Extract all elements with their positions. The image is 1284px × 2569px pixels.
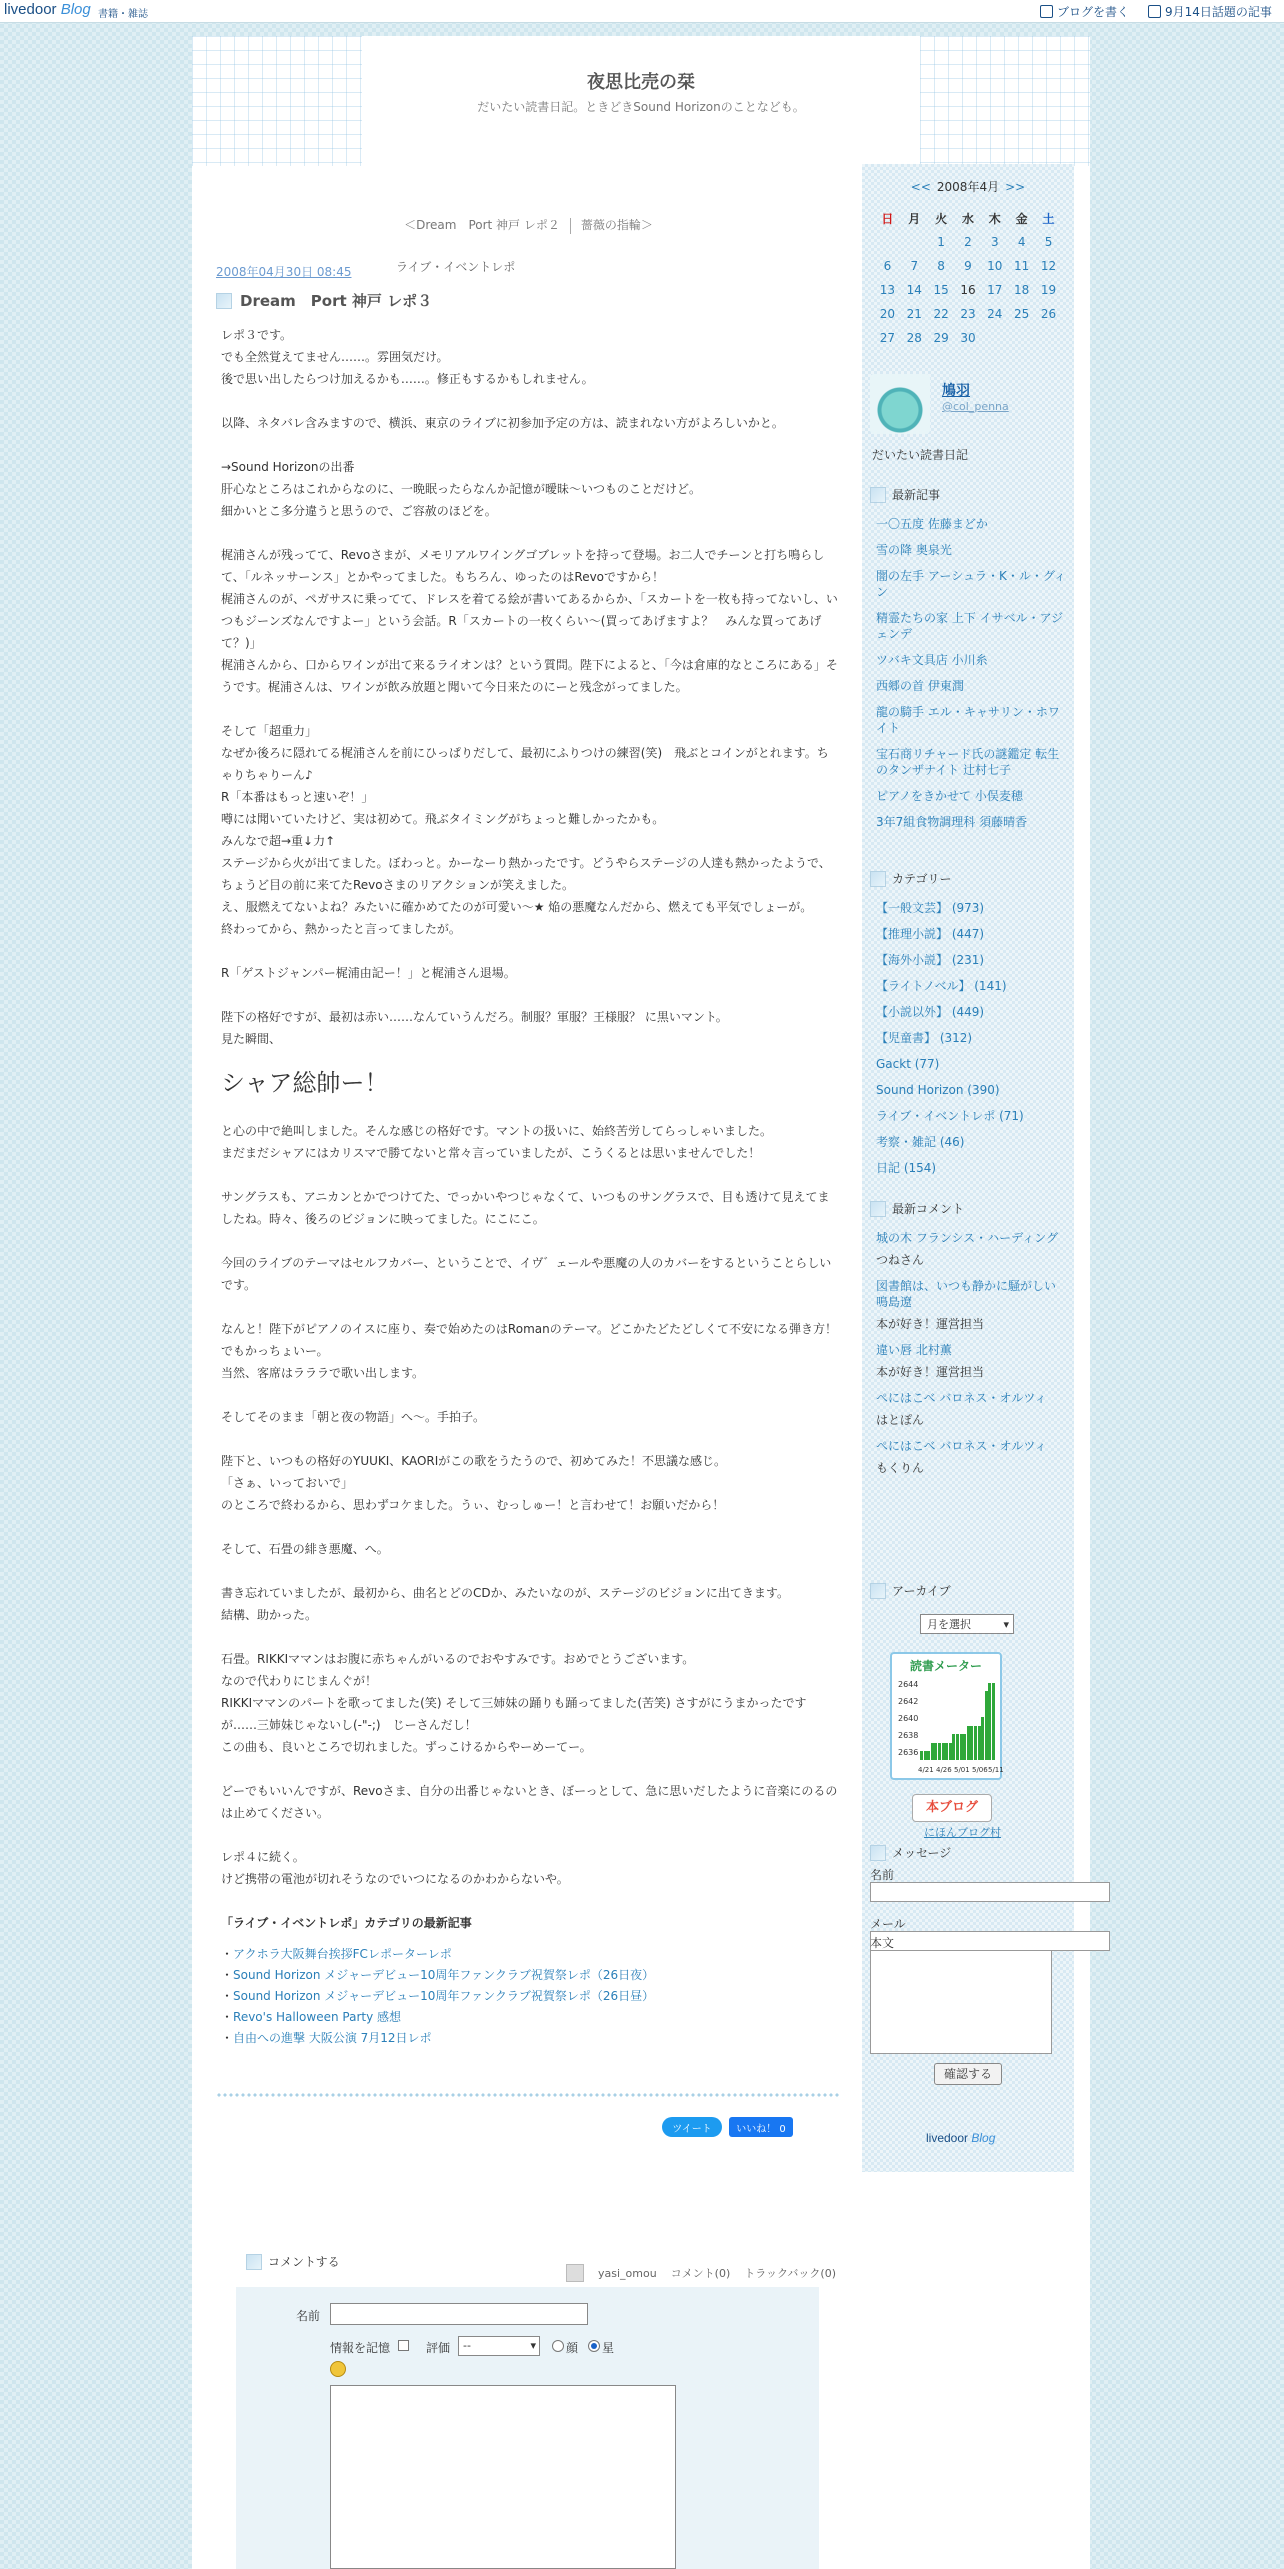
list-item	[876, 1030, 1066, 1046]
message-body-label: 本文	[870, 1936, 895, 1950]
recent-comments-heading	[870, 1200, 964, 1217]
calendar-day	[901, 326, 928, 350]
blog-description: だいたい読書日記。ときどきSound Horizonのことなども。	[477, 100, 805, 114]
recent-comments-list	[876, 1230, 1066, 1486]
confirm-button[interactable]: 確認する	[934, 2063, 1002, 2085]
calendar-day-link[interactable]: 19	[1040, 283, 1057, 297]
recent-article-link[interactable]: Sound Horizon メジャーデビュー10周年ファンクラブ祝賀祭レポ（26日夜）	[233, 1968, 655, 1982]
calendar-day	[901, 230, 928, 254]
calendar-day	[1008, 326, 1035, 350]
post-date[interactable]: 2008年04月30日 08:45	[216, 265, 352, 279]
calendar-day	[901, 254, 928, 278]
weekday: 月	[908, 211, 921, 226]
comment-article-link[interactable]: ぺにはこべ バロネス・オルツィ	[876, 1439, 1047, 1453]
section-icon	[870, 487, 886, 503]
recent-article-link[interactable]: ピアノをきかせて 小俣麦穂	[876, 789, 1023, 803]
calendar-day-link[interactable]: 28	[906, 331, 922, 345]
livedoor-blog-footer-logo[interactable]	[926, 2131, 995, 2145]
calendar-day-link[interactable]: 14	[906, 283, 922, 297]
comment-author: 本が好き！運営担当	[876, 1317, 985, 1331]
weekday: 火	[935, 211, 948, 226]
post-paragraph: そして、石畳の緋き悪魔、へ。	[221, 1542, 389, 1556]
post-paragraph: 陛下と、いつもの格好のYUUKI、KAORIがこの歌をうたうので、初めてみた！不思議な感じ。 「さぁ、いっておいで」 のところで終わるから、思わずコケました。うぃ、むっしゅー！と言わせて！お願いだから！	[221, 1454, 727, 1512]
rating-select[interactable]: -- ▾	[458, 2336, 540, 2356]
comment-author: 本が好き！運営担当	[876, 1365, 985, 1379]
post-footer	[566, 2264, 836, 2282]
calendar-day-link[interactable]: 10	[987, 259, 1003, 273]
calendar-day	[955, 230, 982, 254]
list-item	[876, 610, 1066, 642]
calendar-day	[1035, 326, 1062, 350]
calendar-day-link[interactable]: 7	[910, 259, 919, 273]
category-link[interactable]: 【推理小説】 (447)	[876, 927, 985, 941]
category-link[interactable]: Sound Horizon (390)	[876, 1083, 1000, 1097]
calendar-days	[874, 230, 1062, 350]
logo-text: livedoor	[4, 1, 57, 18]
weekday: 日	[881, 211, 894, 226]
calendar-day	[1008, 230, 1035, 254]
comment-form	[236, 2287, 819, 2569]
section-title: 最新記事	[892, 488, 941, 502]
comment-body-textarea[interactable]	[330, 2385, 676, 2569]
list-item	[876, 568, 1066, 600]
calendar-day	[1035, 254, 1062, 278]
weekday: 木	[988, 211, 1001, 226]
author-avatar	[566, 2264, 584, 2282]
list-item	[876, 926, 1066, 942]
topic-link[interactable]	[1148, 3, 1272, 20]
message-name-input[interactable]	[870, 1882, 1110, 1902]
section-icon	[870, 871, 886, 887]
star-label: 星	[602, 2341, 615, 2355]
meter-bar	[949, 1743, 952, 1760]
prev-post-link[interactable]: ＜Dream Port 神戸 レポ２	[404, 218, 560, 232]
calendar-day	[981, 326, 1008, 350]
post-paragraph: 陛下の格好ですが、最初は赤い……なんていうんだろ。制服？軍服？王様服？ に黒いマント。 見た瞬間、	[221, 1010, 728, 1046]
blog-header	[192, 36, 1090, 166]
blog-title[interactable]: 夜思比売の栞	[587, 72, 695, 93]
list-item	[876, 746, 1066, 778]
post-title-text: Dream Port 神戸 レポ３	[240, 292, 433, 310]
recent-article-link[interactable]: Sound Horizon メジャーデビュー10周年ファンクラブ祝賀祭レポ（26日昼）	[233, 1989, 655, 2003]
post-paragraph: サングラスも、アニカンとかでつけてた、でっかいやつじゃなくて、いつものサングラスで、目も透けて見えてましたね。時々、後ろのビジョンに映ってました。にこにこ。	[221, 1190, 830, 1226]
comment-author: つねさん	[876, 1253, 925, 1267]
meter-bar	[985, 1691, 988, 1760]
comment-author: はとぽん	[876, 1413, 925, 1427]
post-body	[221, 324, 839, 2049]
list-item	[221, 1944, 839, 1965]
meter-x-label: 4/21	[918, 1766, 934, 1774]
reading-meter-widget[interactable]	[890, 1652, 1002, 1780]
calendar-day	[874, 254, 901, 278]
calendar-day-link[interactable]: 8	[937, 259, 945, 273]
comment-name-label: 名前	[296, 2309, 321, 2323]
footer-logo-blog: Blog	[971, 2131, 996, 2145]
section-icon	[246, 2254, 262, 2270]
message-heading	[870, 1844, 951, 1861]
meter-y-label: 2642	[898, 1697, 919, 1706]
sidebar	[862, 164, 1074, 2172]
meter-x-label: 5/06	[972, 1766, 988, 1774]
comments-link[interactable]: コメント(0)	[670, 2267, 731, 2280]
recent-articles-heading	[870, 486, 940, 503]
calendar-day-link[interactable]: 22	[933, 307, 949, 321]
post-paragraph: レポ３です。 でも全然覚えてません……。雰囲気だけ。 後で思い出したらつけ加えるかも……。修正もするかもしれません。	[221, 328, 594, 386]
meter-y-label: 2640	[898, 1714, 919, 1723]
top-bar	[0, 0, 1284, 23]
calendar-week	[874, 254, 1062, 278]
calendar-next-link[interactable]: >>	[1005, 180, 1026, 194]
category-link[interactable]: Gackt (77)	[876, 1057, 940, 1071]
category-link[interactable]: 【海外小説】 (231)	[876, 953, 985, 967]
calendar-day	[1035, 230, 1062, 254]
weekday: 金	[1015, 211, 1028, 226]
profile-name[interactable]: 鳩羽	[942, 383, 970, 399]
profile-id[interactable]: @col_penna	[942, 400, 1009, 413]
list-item	[876, 704, 1066, 736]
post-paragraph: 書き忘れていましたが、最初から、曲名とどのCDか、みたいなのが、ステージのビジョンに出てきます。 結構、助かった。	[221, 1586, 789, 1622]
list-item	[876, 814, 1066, 830]
logo-blog-text: Blog	[60, 1, 91, 18]
post-paragraph: →Sound Horizonの出番 肝心なところはこれからなのに、一晩眠ったらなんか記憶が曖昧〜いつものことだけど。 細かいとこ多分違うと思うので、ご容赦のほどを。	[221, 460, 702, 518]
calendar-month: 2008年4月	[936, 180, 1000, 194]
list-item	[876, 1278, 1066, 1332]
meter-x-label: 5/01	[954, 1766, 970, 1774]
list-item	[221, 2028, 839, 2049]
categories-heading	[870, 870, 952, 887]
list-item	[876, 978, 1066, 994]
calendar-day	[1008, 254, 1035, 278]
message-name-label: 名前	[870, 1868, 895, 1882]
write-blog-link[interactable]	[1040, 3, 1129, 20]
calendar-day-link[interactable]: 27	[879, 331, 896, 345]
list-item	[876, 516, 1066, 532]
list-item	[876, 1390, 1066, 1428]
section-title: アーカイブ	[892, 1584, 951, 1598]
post-paragraph: と心の中で絶叫しました。そんな感じの格好です。マントの扱いに、始終苦労してらっしゃいました。 まだまだシャアにはカリスマで勝てないと常々言っていましたが、こうくるとは思いませんでした！	[221, 1124, 773, 1160]
archive-select[interactable]: 月を選択 ▾	[920, 1614, 1014, 1634]
category-recent-list	[221, 1944, 839, 2049]
calendar-day-link[interactable]: 29	[933, 331, 949, 345]
meter-bar	[938, 1743, 941, 1760]
calendar-week	[874, 230, 1062, 254]
post-paragraph: 梶浦さんが残ってて、Revoさまが、メモリアルワイングゴブレットを持って登場。お二人でチーンと打ち鳴らして、「ルネッサーンス」とかやってました。もちろん、ゆったのはRevoですから！ 梶浦さんのが、ペガサスに乗ってて、ドレスを着てる絵が書いてあるからか、「スカートを一枚も持ってないし、いつもジーンズなんですよー」という会話。R「スカートの一枚くらい〜(買ってあげますよ？ みんな買ってあげて？)」 梶浦さんから、口からワインが出て来るライオンは？という質問。陛下によると、「今は倉庫的なところにある」そうです。梶浦さんは、ワインが飲み放題と聞いて今日来たのにーと残念がってました。	[221, 548, 838, 694]
recent-article-link[interactable]: 雪の降 奥泉光	[876, 543, 952, 557]
calendar-day-link[interactable]: 17	[987, 283, 1003, 297]
meter-bar	[967, 1726, 970, 1760]
section-icon	[870, 1201, 886, 1217]
recent-article-link[interactable]: 西郷の首 伊東潤	[876, 679, 964, 693]
logo-sub-link[interactable]: 書籍・雑誌	[98, 9, 148, 20]
calendar-day-link[interactable]: 11	[1014, 259, 1030, 273]
trackback-link[interactable]: トラックバック(0)	[744, 2267, 836, 2280]
list-item	[876, 542, 1066, 558]
recent-article-link[interactable]: 闇の左手 アーシュラ・K・ル・グィン	[876, 569, 1066, 599]
meter-bar	[931, 1743, 934, 1760]
next-post-link[interactable]: 薔薇の指輪＞	[580, 218, 653, 232]
page-container	[192, 36, 1090, 2569]
author-name: yasi_omou	[598, 2266, 657, 2280]
category-link[interactable]: 【小説以外】 (449)	[876, 1005, 985, 1019]
comment-name-input[interactable]	[330, 2303, 588, 2325]
list-item	[876, 788, 1066, 804]
emoticon-icon[interactable]	[330, 2361, 346, 2377]
livedoor-blog-logo[interactable]	[4, 1, 91, 18]
recent-article-link[interactable]: 龍の騎手 エル・キャサリン・ホワイト	[876, 705, 1060, 735]
meter-x-label: 4/26	[936, 1766, 952, 1774]
list-item	[876, 1108, 1066, 1124]
list-item	[876, 652, 1066, 668]
footer-logo-text: livedoor	[926, 2131, 969, 2145]
calendar-day-link[interactable]: 2	[964, 235, 972, 249]
post-paragraph: レポ４に続く。 けど携帯の電池が切れそうなのでいつになるのかわからないや。	[221, 1850, 569, 1886]
message-mail-label: メール	[870, 1917, 906, 1931]
calendar-day-link[interactable]: 25	[1014, 307, 1030, 321]
calendar-day	[928, 230, 955, 254]
calendar-header	[862, 178, 1074, 195]
meter-bar	[988, 1683, 991, 1760]
list-item	[221, 1986, 839, 2007]
calendar-day	[955, 254, 982, 278]
post-big-text: シャア総帥ー！	[221, 1069, 389, 1097]
recent-article-link[interactable]: 自由への進撃 大阪公演 7月12日レポ	[233, 2031, 432, 2045]
recent-article-link[interactable]: アクホラ大阪舞台挨拶FCレポーターレポ	[233, 1947, 452, 1961]
calendar-day-link[interactable]: 15	[933, 283, 949, 297]
nihon-blogmura-link[interactable]: にほんブログ村	[924, 1826, 1001, 1839]
calendar-day-link[interactable]: 9	[964, 259, 972, 273]
category-link[interactable]: 考察・雑記 (46)	[876, 1135, 965, 1149]
section-title: 最新コメント	[892, 1202, 965, 1216]
calendar-day	[874, 278, 901, 302]
calendar-day	[928, 278, 955, 302]
meter-bar	[934, 1743, 937, 1760]
pencil-icon	[1040, 5, 1053, 18]
meter-y-label: 2636	[898, 1748, 919, 1757]
list-item	[876, 1230, 1066, 1268]
calendar-day: 16	[960, 283, 976, 297]
list-item	[876, 1134, 1066, 1150]
like-button[interactable]: いいね！ 0	[729, 2117, 793, 2137]
calendar-day	[955, 326, 982, 350]
calendar-day-link[interactable]: 1	[937, 235, 945, 249]
weekday: 水	[961, 211, 974, 226]
calendar-day	[874, 326, 901, 350]
meter-bar	[963, 1734, 966, 1760]
star-radio[interactable]	[588, 2340, 600, 2352]
post-paragraph: そしてそのまま「朝と夜の物語」へ〜。手拍子。	[221, 1410, 486, 1424]
post-paragraph: なんと！陛下がピアノのイスに座り、奏で始めたのはRomanのテーマ。どこかたどたどしくて不安になる弾き方！でもかっちょいー。 当然、客席はラララで歌い出します。	[221, 1322, 837, 1380]
calendar-day-link[interactable]: 12	[1040, 259, 1057, 273]
honblog-text-b: ブログ	[939, 1800, 979, 1815]
calendar-day	[928, 302, 955, 326]
write-blog-label: ブログを書く	[1057, 5, 1130, 19]
calendar-day	[981, 230, 1008, 254]
calendar-day-link[interactable]: 18	[1014, 283, 1030, 297]
calendar-day	[1008, 302, 1035, 326]
calendar-day-link[interactable]: 21	[906, 307, 922, 321]
category-link[interactable]: 【一般文芸】 (973)	[876, 901, 985, 915]
remember-checkbox[interactable]	[398, 2340, 409, 2351]
calendar-prev-link[interactable]: <<	[910, 180, 931, 194]
meter-bar	[942, 1743, 945, 1760]
calendar-day	[901, 302, 928, 326]
recent-article-link[interactable]: 一〇五度 佐藤まどか	[876, 517, 988, 531]
title-icon	[216, 293, 232, 309]
recent-article-link[interactable]: 3年7組食物調理科 須藤晴香	[876, 815, 1028, 829]
list-item	[876, 1004, 1066, 1020]
post-paragraph: そして「超重力」 なぜか後ろに隠れてる梶浦さんを前にひっぱりだして、最初にふりつけの練習(笑) 飛ぶとコインがとれます。ちゃりちゃりーん♪ R「本番はもっと速いぞ！」 噂には聞いていたけど、実は初めて。飛ぶタイミングがちょっと難しかったかも。 みんなで超→重↓力↑ ステージから火が出てました。ぼわっと。かーなーり熱かったです。どうやらステージの人達も熱かったようで、ちょうど目の前に来てたRevoさまのリアクションが笑えました。 え、服燃えてないよね？みたいに確かめてたのが可愛い〜★ 焔の悪魔なんだから、燃えても平気でしょーが。 終わってから、熱かったと言ってましたが。	[221, 724, 831, 936]
calendar-day-link[interactable]: 3	[990, 235, 999, 249]
meter-bar	[920, 1751, 923, 1760]
calendar-day	[981, 254, 1008, 278]
calendar-day	[1035, 302, 1062, 326]
calendar-day	[1035, 278, 1062, 302]
calendar-day-link[interactable]: 20	[879, 307, 896, 321]
list-item	[876, 1438, 1066, 1476]
category-recent-heading: 「ライブ・イベントレポ」カテゴリの最新記事	[221, 1916, 472, 1930]
message-body-textarea[interactable]	[870, 1950, 1052, 2054]
meter-bar	[945, 1743, 948, 1760]
meter-bar	[981, 1717, 984, 1760]
hon-blog-banner[interactable]	[912, 1794, 992, 1822]
calendar-day-link[interactable]: 13	[879, 283, 896, 297]
calendar-week	[874, 326, 1062, 350]
comment-article-link[interactable]: 城の木 フランシス・ハーディング	[876, 1231, 1058, 1245]
meter-bar	[956, 1734, 959, 1760]
face-radio[interactable]	[552, 2340, 564, 2352]
dotted-divider	[216, 2092, 841, 2098]
meter-y-label: 2638	[898, 1731, 919, 1740]
calendar-day-link[interactable]: 26	[1040, 307, 1057, 321]
calendar-day	[928, 254, 955, 278]
meter-bar	[978, 1726, 981, 1760]
comment-article-link[interactable]: 違い唇 北村薫	[876, 1343, 952, 1357]
comment-article-link[interactable]: ぺにはこべ バロネス・オルツィ	[876, 1391, 1047, 1405]
face-label: 顔	[566, 2341, 579, 2355]
calendar	[874, 206, 1062, 350]
list-item	[876, 1056, 1066, 1072]
calendar-day	[901, 278, 928, 302]
recent-article-link[interactable]: ツバキ文具店 小川糸	[876, 653, 988, 667]
calendar-day-link[interactable]: 30	[960, 331, 976, 345]
calendar-day-link[interactable]: 6	[883, 259, 892, 273]
post-title	[216, 290, 841, 311]
calendar-week	[874, 278, 1062, 302]
weekday: 土	[1042, 211, 1055, 226]
calendar-day-link[interactable]: 4	[1017, 235, 1026, 249]
list-item	[876, 1082, 1066, 1098]
post-paragraph: 以降、ネタバレ含みますので、横浜、東京のライブに初参加予定の方は、読まれない方がよろしいかと。	[221, 416, 784, 430]
meter-bar	[924, 1751, 927, 1760]
remember-label: 情報を記憶	[330, 2341, 391, 2355]
list-item	[221, 2007, 839, 2028]
meter-bar	[952, 1734, 955, 1760]
section-title: メッセージ	[892, 1846, 952, 1860]
post-paragraph: 今回のライブのテーマはセルフカバー、ということで、イヴ゛ェールや悪魔の人のカバーをするということらしいです。	[221, 1256, 832, 1292]
list-item	[221, 1965, 839, 1986]
profile-description: だいたい読書日記	[872, 448, 969, 462]
post-navigation	[216, 216, 841, 234]
meter-bar	[970, 1726, 973, 1760]
comment-heading-text: コメントする	[268, 2255, 340, 2269]
list-item	[876, 1342, 1066, 1380]
calendar-day	[874, 302, 901, 326]
meter-bar	[992, 1683, 995, 1760]
post-paragraph: R「ゲストジャンパー梶浦由記ー！」と梶浦さん退場。	[221, 966, 516, 980]
section-icon	[870, 1845, 886, 1861]
reading-meter-title: 読書メーター	[909, 1659, 982, 1673]
category-link[interactable]: ライブ・イベントレポ (71)	[876, 1109, 1024, 1123]
recent-article-link[interactable]: 宝石商リチャード氏の謎鑑定 転生のタンザナイト 辻村七子	[876, 747, 1060, 777]
honblog-text-a: 本	[925, 1800, 939, 1815]
recent-article-link[interactable]: Revo's Halloween Party 感想	[233, 2010, 401, 2024]
calendar-day-link[interactable]: 24	[987, 307, 1003, 321]
calendar-day	[981, 302, 1008, 326]
meter-bar	[927, 1751, 930, 1760]
list-item	[876, 952, 1066, 968]
meter-bar	[974, 1726, 977, 1760]
calendar-day	[1008, 278, 1035, 302]
post-paragraph: 石畳。RIKKIママンはお腹に赤ちゃんがいるのでおやすみです。おめでとうございます。 なので代わりにじまんぐが！ RIKKIママンのパートを歌ってました(笑) そして三姉妹の踊りも踊ってました(苦笑) さすがにうまかったですが……三姉妹じゃないし(-"-;) じーさんだし！ この曲も、良いところで切れました。ずっこけるからやーめーてー。	[221, 1652, 807, 1754]
profile-avatar[interactable]	[870, 374, 930, 434]
calendar-day	[928, 326, 955, 350]
calendar-day	[874, 230, 901, 254]
calendar-week	[874, 302, 1062, 326]
category-link[interactable]: 日記 (154)	[876, 1161, 937, 1175]
comment-author: もくりん	[876, 1461, 925, 1475]
message-mail-input[interactable]	[870, 1931, 1110, 1951]
comment-form-heading	[246, 2253, 340, 2270]
nav-divider	[570, 218, 571, 234]
list-item	[876, 678, 1066, 694]
recent-article-link[interactable]: 精霊たちの家 上下 イサベル・アジェンデ	[876, 611, 1064, 641]
calendar-day-link[interactable]: 23	[960, 307, 976, 321]
section-title: カテゴリー	[892, 872, 952, 886]
calendar-icon	[1148, 5, 1161, 18]
calendar-day	[955, 302, 982, 326]
calendar-weekdays	[874, 206, 1062, 230]
post-category-link[interactable]: ライブ・イベントレポ	[396, 260, 516, 274]
list-item	[876, 900, 1066, 916]
topic-label: 9月14日話題の記事	[1165, 5, 1272, 19]
calendar-day-link[interactable]: 5	[1044, 235, 1053, 249]
comment-article-link[interactable]: 図書館は、いつも静かに騒がしい 鳴島遼	[876, 1279, 1057, 1309]
rating-label: 評価	[426, 2341, 451, 2355]
meter-x-label: 5/11	[988, 1766, 1004, 1774]
meter-y-label: 2644	[898, 1680, 919, 1689]
categories-list	[876, 900, 1066, 1186]
archive-heading	[870, 1582, 951, 1599]
tweet-button[interactable]: ツイート	[662, 2117, 722, 2137]
recent-articles-list	[876, 516, 1066, 840]
section-icon	[870, 1583, 886, 1599]
post-paragraph: どーでもいいんですが、Revoさま、自分の出番じゃないとき、ぼーっとして、急に思いだしたように音楽にのるのは止めてください。	[221, 1784, 838, 1820]
calendar-day	[981, 278, 1008, 302]
meter-bar	[960, 1734, 963, 1760]
list-item	[876, 1160, 1066, 1176]
category-link[interactable]: 【児童書】 (312)	[876, 1031, 973, 1045]
category-link[interactable]: 【ライトノベル】 (141)	[876, 979, 1007, 993]
